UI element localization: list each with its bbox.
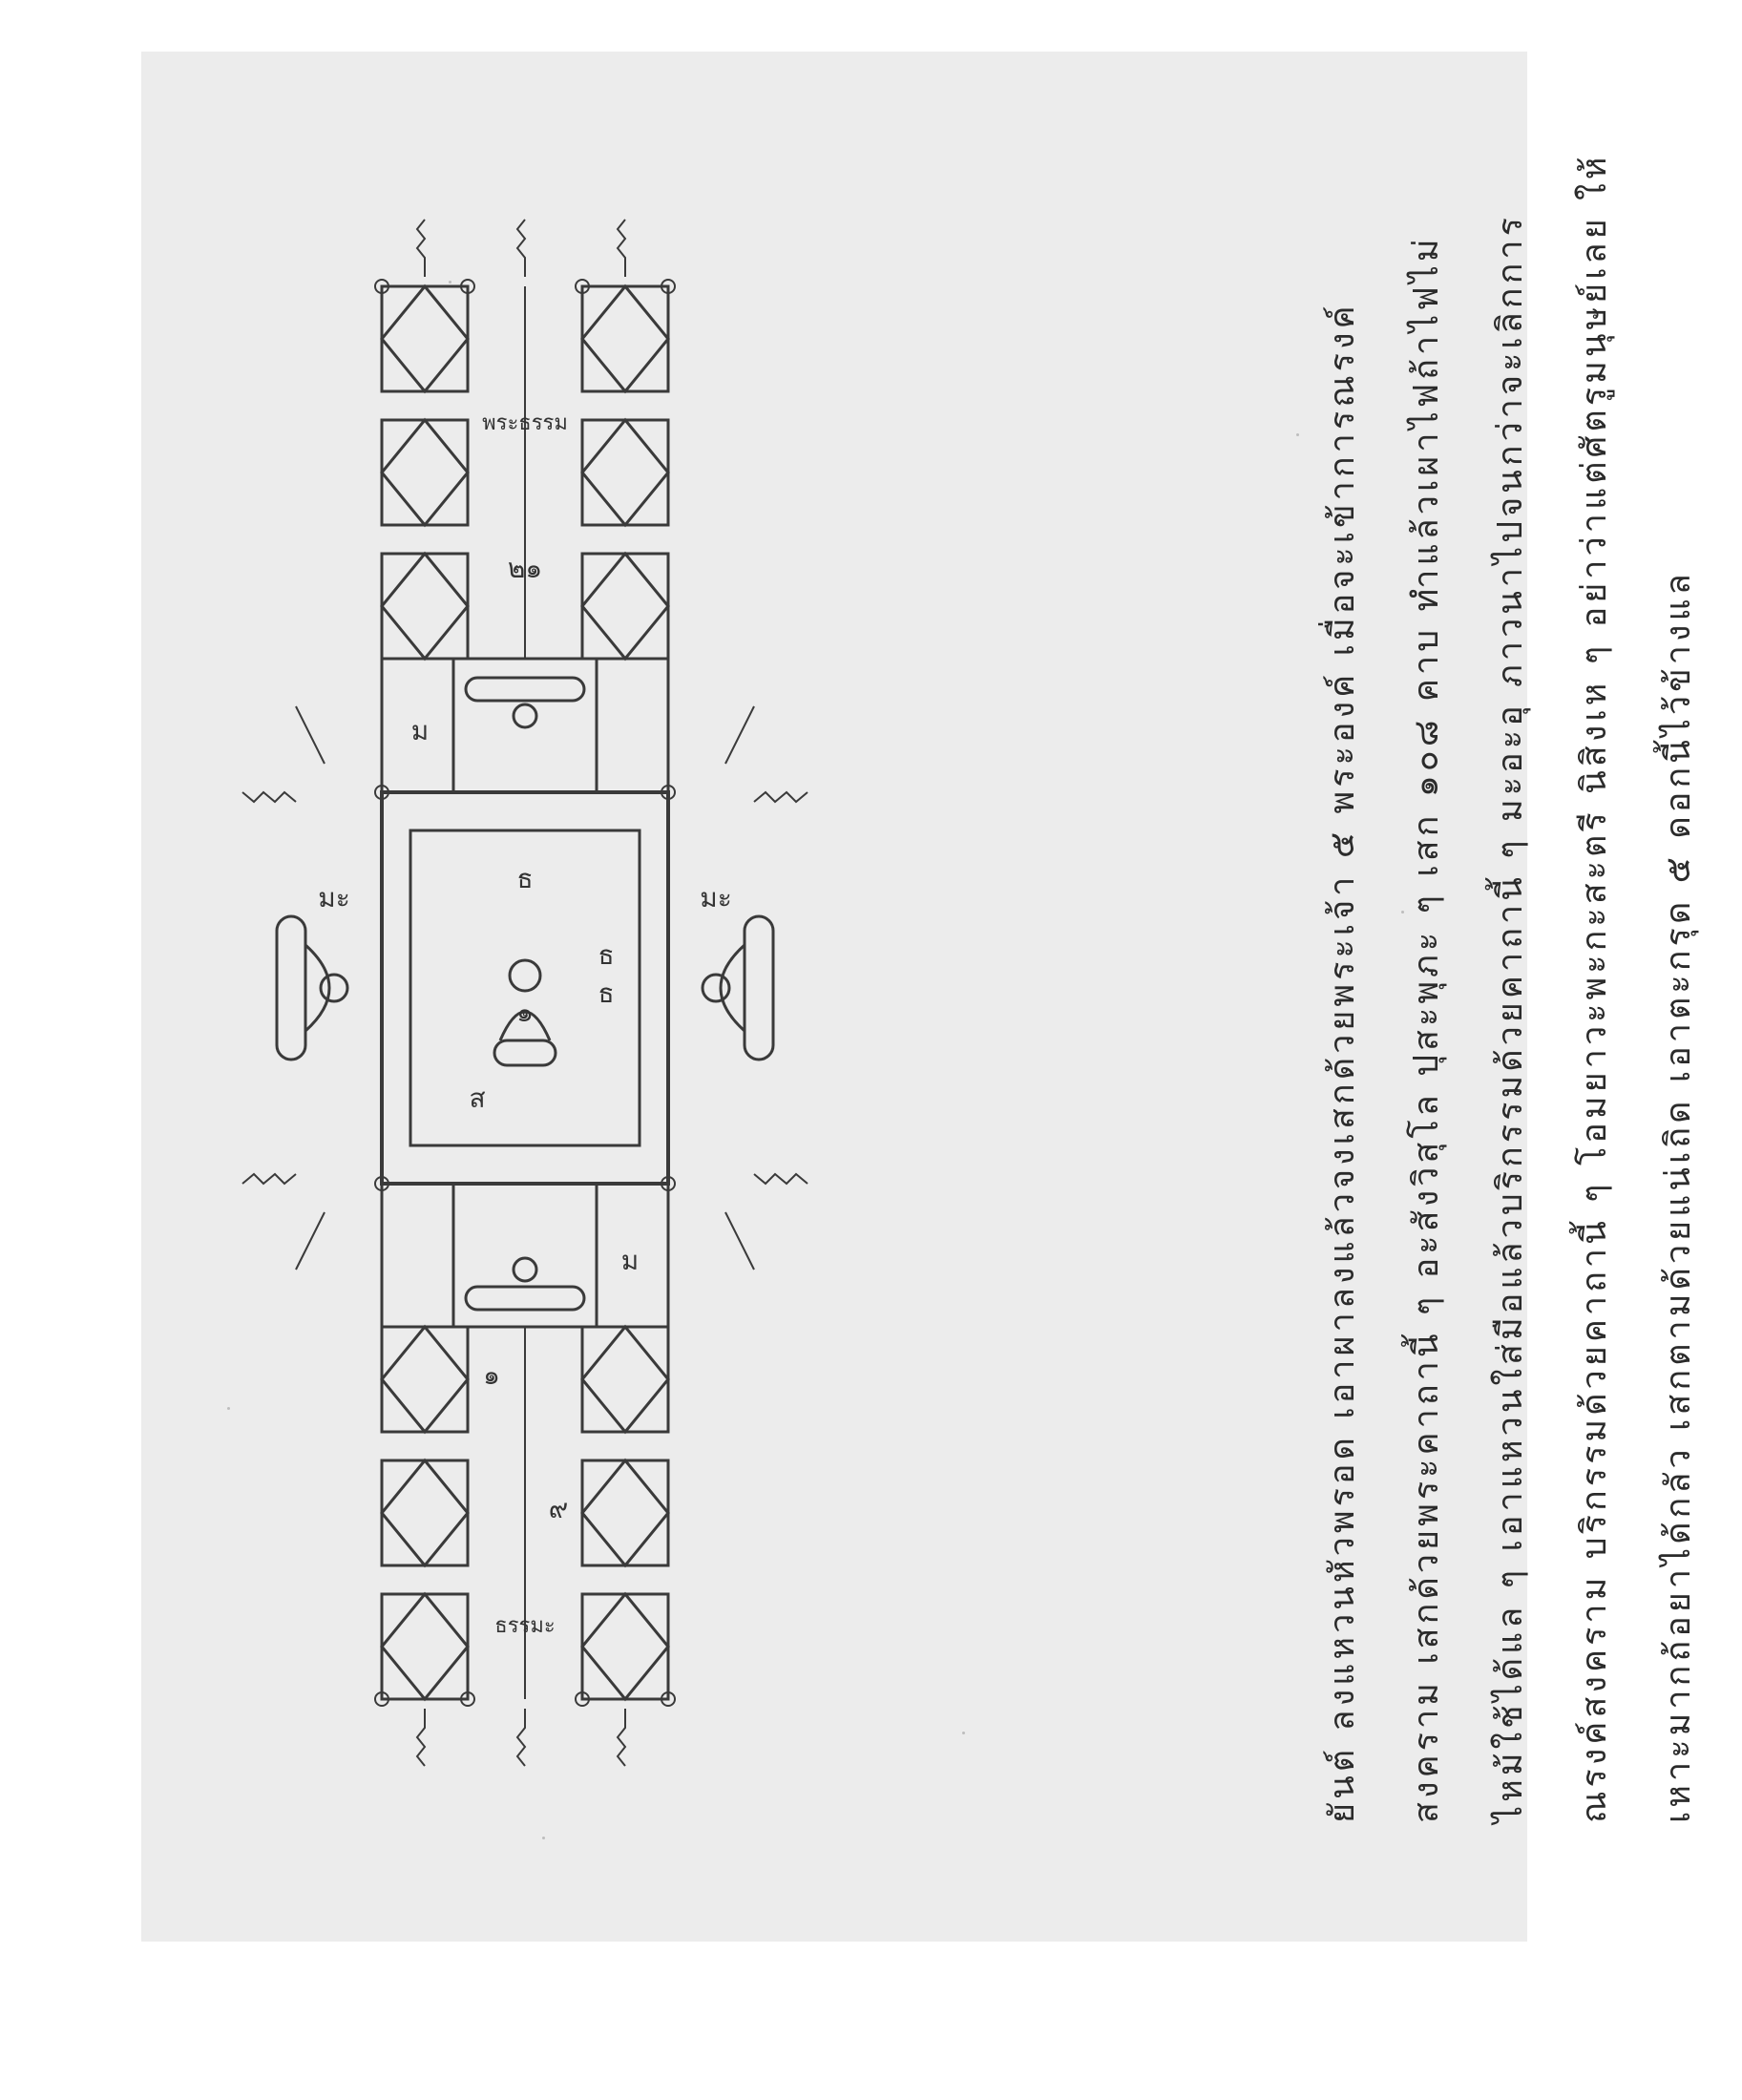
text-line-3: ไหม้ใช้ได้แล ๆ เอาแหวนใส่มือแล้วบริกรรมด้วยคาถานี้ ๆ มะอะอุ ภาวนาไปจนกว่าจะเลิกการ [1491, 214, 1530, 1823]
glyph-left-box: ม [410, 715, 430, 746]
glyph-right-box: ม [620, 1245, 640, 1276]
glyph-row-num-b: ๙ [548, 1493, 569, 1524]
yantra-diagram [239, 143, 830, 1804]
glyph-row-num-a: ๑ [483, 1359, 500, 1391]
glyph-bottom-head: มะ [700, 882, 732, 914]
glyph-top-row-num: ๒๑ [507, 553, 543, 584]
glyph-center-right-a: ธ [598, 939, 615, 971]
glyph-center-low: ส [469, 1082, 486, 1114]
yantra-figure-top [466, 678, 584, 727]
text-line-1: ยันต์ ลงแหวนหัวพรอด เอาผาลงแล้วจงเสกด้วยพระเจ้า ๕ พระองค์ เมื่อจะเข้าการณรงค์ [1323, 302, 1362, 1823]
text-line-5: เหาะมากถ้อยาได้กลัว เสกตามด้วยแน่เถิด เอาตะกรุด ๕ ดอกนี้ไว้ข้างแล [1659, 570, 1698, 1823]
yantra-figure-bottom [466, 1258, 584, 1310]
yantra-figure-left [277, 916, 347, 1060]
glyph-top-head: มะ [318, 882, 350, 914]
glyph-center-right-b: ธ [598, 977, 615, 1009]
yantra-top-column-right [582, 286, 668, 659]
yantra-top-column-left [382, 286, 468, 659]
glyph-center-mid: ๑ [516, 997, 534, 1028]
yantra-bottom-column-right [582, 1327, 668, 1699]
glyph-center-top: ธ [516, 863, 534, 894]
body-text [1322, 143, 1742, 1823]
text-line-2: สงคราม เสกด้วยพระคาถานี้ ๆ อะสังวิสุโล ปุสะพุภะ ๆ เสก ๑๐๘ คาบ ทำแล้วเผาไฟถ้าไฟไม่ [1407, 235, 1446, 1823]
glyph-row-mid-text: ธรรมะ [494, 1614, 556, 1638]
glyph-spine-text: พระธรรม [482, 411, 568, 435]
yantra-center-frame [382, 792, 668, 1184]
text-line-4: ณรงค์สงคราม บริกรรมด้วยคาถานี้ ๆ โอมยาวะพะกะสะตรี นิสิงเห ๆ อย่าว่าแต่ศัตรูมนุษย์เลย ให้ [1575, 153, 1614, 1823]
yantra-bottom-column-left [382, 1327, 468, 1699]
yantra-figure-right [703, 916, 773, 1060]
